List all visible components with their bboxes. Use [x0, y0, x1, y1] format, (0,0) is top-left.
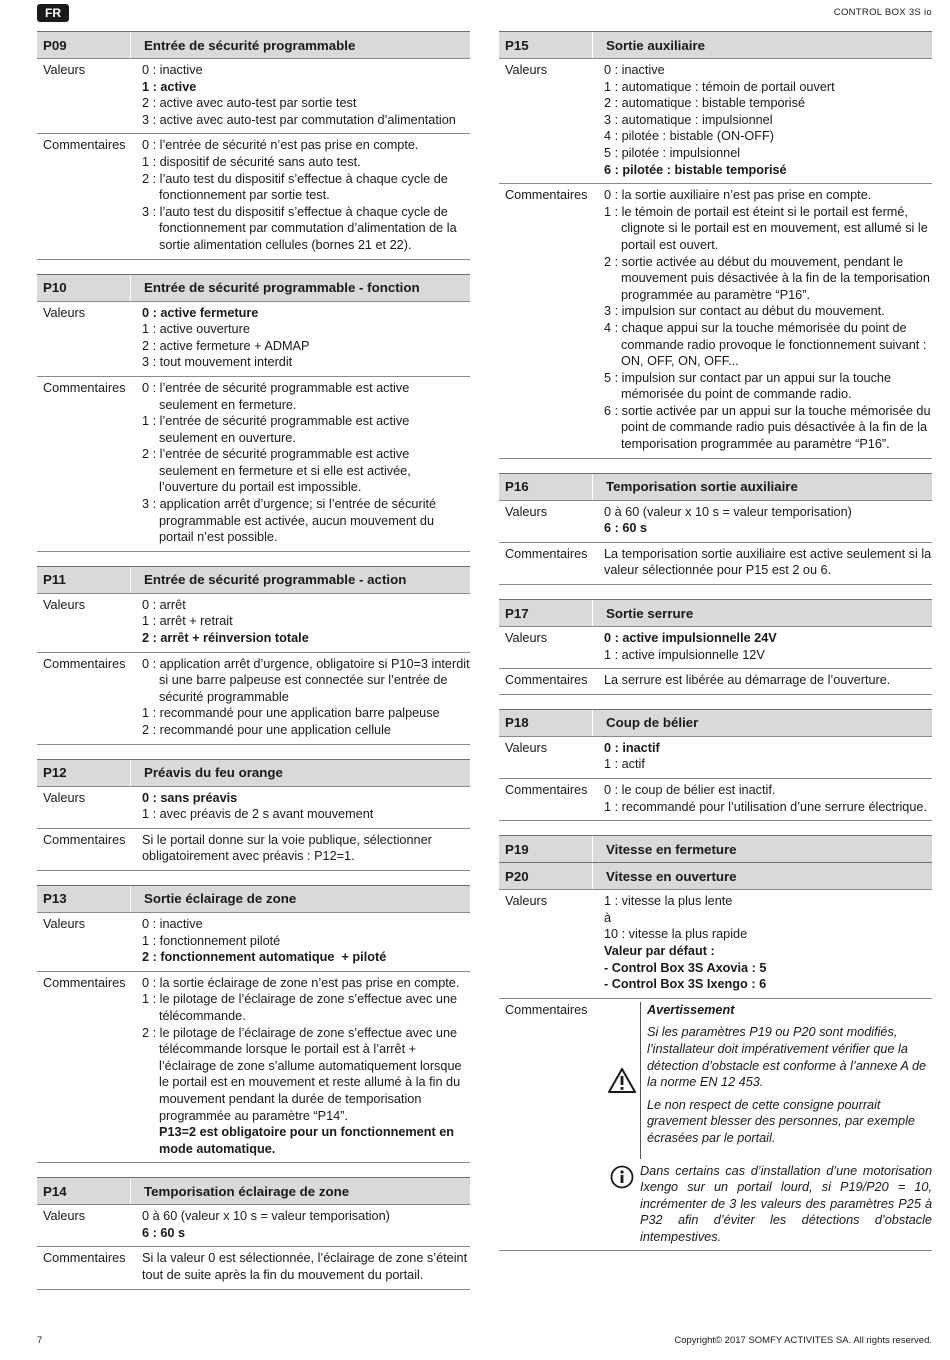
param-block-p15 — [499, 31, 932, 459]
comment-text: Si le portail donne sur la voie publique, sélectionner obligatoirement avec préavis : P12=1. — [142, 832, 436, 864]
page-number: 7 — [37, 1335, 43, 1346]
warning-text — [640, 1002, 932, 1159]
comments-label: Commentaires — [43, 975, 126, 990]
comment-text: La serrure est libérée au démarrage de l’ouverture. — [604, 673, 891, 688]
copyright: Copyright© 2017 SOMFY ACTIVITES SA. All rights reserved. — [674, 1335, 932, 1346]
param-title: Entrée de sécurité programmable - action — [144, 572, 407, 588]
values-row — [499, 889, 932, 998]
warning-paragraph: Si les paramètres P19 ou P20 sont modifiés, l’installateur doit impérativement vérifier que la détection d’obstacle est conforme à l’annexe A de la norme EN 12 453. — [647, 1025, 927, 1090]
param-code: P11 — [37, 567, 131, 593]
value-option: 6 : pilotée : bistable temporisé — [604, 162, 787, 177]
param-title: Vitesse en fermeture — [606, 841, 737, 857]
comment-item: 0 : application arrêt d’urgence, obligatoire si P10=3 interdit si une barre palpeuse est connectée sur l’entrée de sécurité programmable — [142, 656, 470, 704]
param-title: Vitesse en ouverture — [606, 868, 737, 884]
param-block-p13 — [37, 885, 470, 1163]
value-option: 2 : arrêt + réinversion totale — [142, 631, 309, 646]
info-icon — [604, 1163, 640, 1246]
comments-row — [37, 1246, 470, 1289]
comment-item: 6 : sortie activée par un appui sur la touche mémorisée du point de commande radio puis désactivée à la fin de la temporisation programmée au paramètre “P16”. — [604, 403, 931, 452]
comment-item: 0 : le coup de bélier est inactif. — [604, 783, 776, 797]
comment-text: La temporisation sortie auxiliaire est active seulement si la valeur sélectionnée pour P15 est 2 ou 6. — [604, 546, 935, 578]
param-header — [37, 885, 470, 912]
comments-row — [499, 542, 935, 585]
param-title: Temporisation sortie auxiliaire — [606, 479, 798, 495]
value-option: 2 : automatique : bistable temporisé — [604, 96, 805, 111]
comment-item: 3 : application arrêt d’urgence; si l’entrée de sécurité programmable est activée, aucun mouvement du portail n’est possible. — [142, 497, 437, 545]
comments-label: Commentaires — [43, 380, 126, 395]
comment-item: 0 : la sortie auxiliaire n’est pas prise en compte. — [604, 188, 872, 203]
language-badge: FR — [37, 4, 69, 22]
value-option: 2 : active fermeture + ADMAP — [142, 338, 310, 353]
value-option: 1 : fonctionnement piloté — [142, 933, 281, 948]
comments-content — [136, 377, 470, 551]
param-header — [499, 835, 932, 862]
param-code: P18 — [499, 710, 593, 736]
values-list — [598, 737, 932, 778]
comments-label: Commentaires — [505, 783, 588, 797]
param-header — [499, 862, 932, 889]
values-row — [37, 1204, 470, 1246]
values-list — [598, 890, 932, 998]
value-option: 4 : pilotée : bistable (ON-OFF) — [604, 129, 774, 144]
values-list — [136, 913, 470, 971]
comments-row — [499, 998, 932, 1252]
warning-box — [604, 1002, 932, 1159]
comments-content — [598, 543, 935, 584]
comments-row — [499, 778, 932, 821]
value-option: 0 : inactif — [604, 740, 660, 755]
values-row — [37, 786, 470, 828]
values-label: Valeurs — [505, 740, 548, 755]
value-option: 0 : active impulsionnelle 24V — [604, 631, 777, 646]
value-option: 0 : inactive — [142, 63, 203, 77]
comments-content — [598, 669, 932, 694]
values-row — [499, 58, 932, 183]
value-option: 0 : active fermeture — [142, 305, 259, 320]
warning-icon — [604, 1002, 640, 1159]
comments-row — [37, 971, 470, 1164]
values-label: Valeurs — [43, 790, 86, 805]
value-option: 3 : active avec auto-test par commutation d’alimentation — [142, 112, 456, 127]
comments-row — [37, 652, 470, 745]
comment-item: 1 : dispositif de sécurité sans auto test. — [142, 154, 361, 169]
values-row — [37, 593, 470, 652]
comment-note: P13=2 est obligatoire pour un fonctionnement en mode automatique. — [159, 1125, 458, 1156]
param-header — [37, 566, 470, 593]
param-title: Coup de bélier — [606, 715, 699, 731]
param-block-p18 — [499, 709, 932, 821]
param-title: Sortie éclairage de zone — [144, 891, 297, 907]
comment-item: 2 : recommandé pour une application cellule — [142, 723, 391, 737]
param-code: P10 — [37, 275, 131, 301]
param-title: Entrée de sécurité programmable — [144, 37, 356, 53]
value-option: à — [604, 910, 612, 925]
value-option: 1 : avec préavis de 2 s avant mouvement — [142, 807, 374, 822]
values-list — [598, 627, 932, 668]
info-box — [604, 1163, 932, 1246]
values-row — [499, 736, 932, 778]
value-option: 0 : arrêt — [142, 597, 186, 612]
values-list — [136, 59, 470, 133]
comment-text: Si la valeur 0 est sélectionnée, l’éclairage de zone s’éteint tout de suite après la fin du mouvement du portail. — [142, 1251, 471, 1283]
comment-item: 1 : le témoin de portail est éteint si le portail est fermé, clignote si le portail est en mouvement, est allumé si le portail est ouvert. — [604, 204, 928, 252]
comments-label: Commentaires — [43, 138, 126, 153]
value-option: 1 : arrêt + retrait — [142, 614, 233, 629]
comments-label: Commentaires — [505, 1002, 588, 1017]
value-option: 1 : active ouverture — [142, 322, 250, 337]
values-label: Valeurs — [505, 504, 548, 519]
param-header — [37, 1177, 470, 1204]
value-option: 0 : sans préavis — [142, 790, 238, 805]
comment-item: 2 : l’entrée de sécurité programmable est active seulement en fermeture et si elle est activée, l’ouverture du portail est impossible. — [142, 447, 411, 495]
comments-content — [598, 999, 932, 1251]
values-row — [499, 626, 932, 668]
comment-item: 0 : l’entrée de sécurité programmable est active seulement en fermeture. — [142, 380, 410, 412]
comments-content — [136, 1247, 470, 1288]
param-header — [499, 473, 932, 500]
value-option: - Control Box 3S Axovia : 5 — [604, 960, 767, 975]
comment-item: 0 : l’entrée de sécurité n’est pas prise en compte. — [142, 138, 419, 153]
value-option: 0 : inactive — [142, 916, 203, 931]
value-option: 0 à 60 (valeur x 10 s = valeur temporisation) — [142, 1209, 390, 1224]
param-header — [499, 31, 932, 58]
value-option: 3 : tout mouvement interdit — [142, 355, 293, 370]
comments-label: Commentaires — [505, 673, 588, 688]
values-list — [136, 787, 470, 828]
param-title: Sortie serrure — [606, 605, 694, 621]
value-option: 2 : active avec auto-test par sortie test — [142, 96, 357, 111]
value-option: 6 : 60 s — [604, 521, 648, 536]
comments-label: Commentaires — [505, 546, 588, 561]
comments-content — [136, 134, 470, 258]
param-block-p12 — [37, 759, 470, 871]
param-code: P16 — [499, 474, 593, 500]
values-list — [136, 1205, 470, 1246]
document-title: CONTROL BOX 3S io — [833, 7, 932, 18]
comment-item: 4 : chaque appui sur la touche mémorisée du point de commande radio provoque le fonctionnement suivant : ON, OFF, ON, OFF... — [604, 320, 927, 369]
values-row — [37, 912, 470, 971]
value-option: 1 : active impulsionnelle 12V — [604, 647, 765, 662]
value-option: Valeur par défaut : — [604, 943, 715, 958]
value-option: 1 : actif — [604, 757, 645, 772]
param-block-p10 — [37, 274, 470, 552]
comment-item: 3 : l’auto test du dispositif s’effectue à chaque cycle de fonctionnement par commutation d’alimentation de la sortie alimentation cellules (bornes 21 et 22). — [142, 204, 457, 252]
param-block-p09 — [37, 31, 470, 260]
param-code: P20 — [499, 863, 593, 889]
comments-row — [37, 828, 470, 871]
value-option: 6 : 60 s — [142, 1225, 186, 1240]
param-block-p19-p20 — [499, 835, 932, 1251]
param-title: Préavis du feu orange — [144, 765, 283, 781]
values-label: Valeurs — [43, 305, 86, 320]
comment-item: 2 : le pilotage de l’éclairage de zone s’effectue avec une télécommande lorsque le portail est à l’arrêt + l’éclairage de zone s’allume automatiquement lorsque le portail est en mouvement et reste allumé à la fin du mouvement pendant la durée de temporisation programmée au paramètre “P14”. — [142, 1025, 462, 1123]
comments-label: Commentaires — [43, 832, 126, 847]
param-code: P14 — [37, 1178, 131, 1204]
comment-item: 2 : l’auto test du dispositif s’effectue à chaque cycle de fonctionnement par sortie test. — [142, 171, 448, 203]
comment-item: 5 : impulsion sur contact par un appui sur la touche mémorisée du point de commande radio. — [604, 370, 892, 402]
values-list — [598, 501, 932, 542]
comments-content — [598, 184, 932, 458]
param-header — [499, 709, 932, 736]
param-header — [37, 31, 470, 58]
values-label: Valeurs — [43, 1209, 86, 1224]
param-code: P12 — [37, 760, 131, 786]
value-option: 1 : active — [142, 79, 197, 94]
value-option: 3 : automatique : impulsionnel — [604, 112, 773, 127]
param-block-p17 — [499, 599, 932, 695]
param-block-p11 — [37, 566, 470, 745]
param-code: P13 — [37, 886, 131, 912]
values-list — [136, 594, 470, 652]
values-label: Valeurs — [505, 894, 548, 909]
comments-row — [37, 133, 470, 259]
value-option: 10 : vitesse la plus rapide — [604, 927, 748, 942]
comment-item: 3 : impulsion sur contact au début du mouvement. — [604, 304, 885, 319]
values-label: Valeurs — [43, 916, 86, 931]
comment-item: 1 : recommandé pour l’utilisation d’une serrure électrique. — [604, 799, 927, 814]
values-label: Valeurs — [43, 597, 86, 612]
comments-content — [136, 972, 470, 1163]
param-header — [499, 599, 932, 626]
left-column — [37, 31, 470, 1304]
value-option: - Control Box 3S Ixengo : 6 — [604, 977, 767, 992]
value-option: 0 à 60 (valeur x 10 s = valeur temporisation) — [604, 504, 852, 519]
comment-item: 2 : sortie activée au début du mouvement, pendant le mouvement puis désactivée à la fin de la temporisation programmée au paramètre “P16”. — [604, 254, 930, 302]
comments-label: Commentaires — [43, 656, 126, 671]
values-row — [37, 58, 470, 133]
param-code: P09 — [37, 32, 131, 58]
value-option: 2 : fonctionnement automatique + piloté — [142, 950, 387, 965]
values-label: Valeurs — [505, 631, 548, 646]
param-title: Sortie auxiliaire — [606, 37, 706, 53]
param-header — [37, 759, 470, 786]
comments-row — [37, 376, 470, 552]
values-row — [37, 301, 470, 376]
comment-item: 0 : la sortie éclairage de zone n’est pas prise en compte. — [142, 975, 460, 990]
values-row — [499, 500, 932, 542]
values-list — [598, 59, 932, 183]
comments-row — [499, 668, 932, 695]
comments-content — [136, 829, 470, 870]
comment-item: 1 : l’entrée de sécurité programmable est active seulement en ouverture. — [142, 414, 410, 445]
warning-paragraph: Le non respect de cette consigne pourrait gravement blesser des personnes, par exemple écrasées par le portail. — [647, 1097, 915, 1145]
values-label: Valeurs — [43, 63, 86, 77]
param-block-p14 — [37, 1177, 470, 1289]
right-column — [499, 31, 935, 1265]
right-params — [499, 31, 935, 821]
value-option: 1 : automatique : témoin de portail ouvert — [604, 79, 835, 94]
comments-content — [598, 779, 932, 820]
value-option: 5 : pilotée : impulsionnel — [604, 145, 741, 160]
values-label: Valeurs — [505, 63, 548, 77]
param-title: Entrée de sécurité programmable - fonction — [144, 280, 420, 296]
param-code: P19 — [499, 836, 593, 862]
info-text: Dans certains cas d’installation d’une motorisation Ixengo sur un portail lourd, si P19/P20 = 10, incrémenter de 3 les valeurs des paramètres P25 à P32 afin d’éviter les détections d’obstacle intempestives. — [640, 1163, 932, 1244]
comment-item: 1 : recommandé pour une application barre palpeuse — [142, 706, 440, 721]
param-code: P15 — [499, 32, 593, 58]
param-block-p16 — [499, 473, 935, 585]
comments-label: Commentaires — [43, 1251, 126, 1266]
param-code: P17 — [499, 600, 593, 626]
value-option: 1 : vitesse la plus lente — [604, 894, 733, 909]
param-header — [37, 274, 470, 301]
comments-content — [136, 653, 470, 744]
comments-label: Commentaires — [505, 188, 588, 203]
values-list — [136, 302, 470, 376]
param-title: Temporisation éclairage de zone — [144, 1183, 350, 1199]
value-option: 0 : inactive — [604, 63, 665, 77]
comment-item: 1 : le pilotage de l’éclairage de zone s’effectue avec une télécommande. — [142, 992, 458, 1023]
comments-row — [499, 183, 932, 459]
warning-title: Avertissement — [647, 1002, 735, 1017]
